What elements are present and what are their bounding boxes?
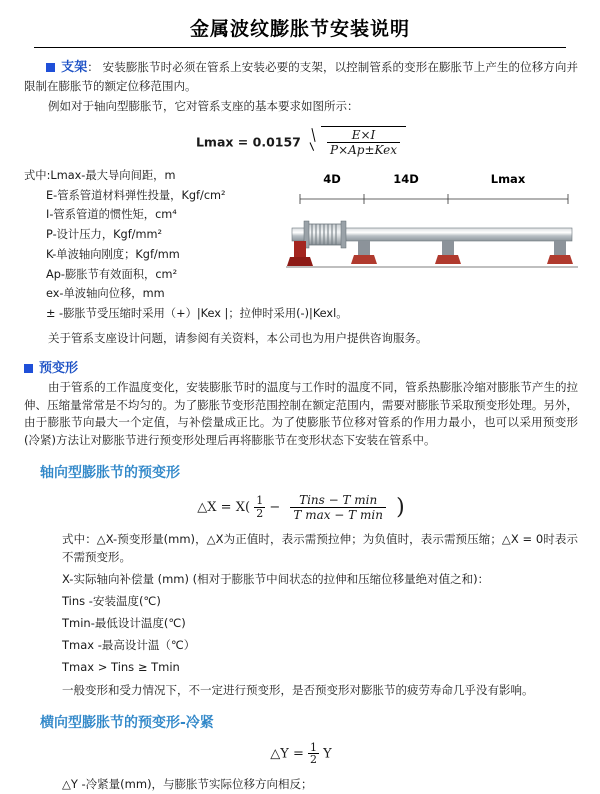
axial-predeform-formula — [24, 492, 578, 523]
document-page — [0, 14, 600, 791]
axial-formula-rhs: ) — [396, 494, 405, 520]
bracket-section-tail-note: 关于管系支座设计问题，请参阅有关资料，本公司也为用户提供咨询服务。 — [48, 330, 428, 345]
piping-support-illustration — [286, 188, 578, 280]
list-item: ± -膨胀节受压缩时采用（+）|Kex |；拉伸时采用(-)|Kexl。 — [46, 307, 348, 321]
bracket-section-intro: 支架： 安装膨胀节时必须在管系上安装必要的支架，以控制管系的变形在膨胀节上产生的位移方向并限制在膨胀节的额定位移范围内。 — [24, 60, 578, 94]
axial-formula-frac-num: Tins − T min — [299, 492, 378, 507]
dimension-4d-label: 4D — [323, 171, 341, 186]
lateral-formula-lhs: △Y = — [270, 746, 304, 762]
blue-square-bullet-icon — [24, 364, 33, 373]
lateral-predeform-heading: 横向型膨胀节的预变形-冷紧 — [40, 714, 214, 731]
list-item: 式中:Lmax-最大导向间距，m — [24, 168, 176, 182]
list-item: Tmin-最低设计温度(℃) — [62, 615, 186, 630]
dimension-lmax-label: Lmax — [490, 171, 526, 186]
dimension-14d-label: 14D — [393, 171, 419, 186]
bracket-section-para1: 安装膨胀节时必须在管系上安装必要的支架，以控制管系的变形在膨胀节上产生的位移方向并限制在膨胀节的额定位移范围内。 — [24, 60, 578, 94]
list-item: E-管系管道材料弹性投量，Kgf/cm² — [46, 188, 226, 202]
axial-formula-frac-den: T max − T min — [290, 507, 386, 523]
support-diagram — [286, 172, 578, 283]
lmax-formula — [24, 126, 578, 158]
list-item: X-实际轴向补偿量 (mm) (相对于膨胀节中间状态的拉伸和压缩位移量绝对值之和)： — [62, 571, 490, 586]
bracket-section-label: 支架 — [61, 60, 88, 75]
title-divider — [34, 47, 566, 48]
legend-and-diagram — [24, 166, 578, 324]
list-item: K-单波轴向刚度；Kgf/mm — [46, 247, 180, 261]
lmax-formula-numerator: E×I — [351, 127, 376, 142]
list-item: P-设计压力，Kgf/mm² — [46, 228, 163, 242]
list-item: Ap-膨胀节有效面积，cm² — [46, 267, 178, 281]
page-title: 金属波纹膨胀节安装说明 — [189, 18, 410, 40]
lateral-formula-rhs: Y — [323, 746, 332, 762]
bracket-section-para2: 例如对于轴向型膨胀节，它对管系支座的基本要求如图所示： — [48, 98, 359, 113]
axial-formula-lhs: △X = X( — [197, 499, 251, 515]
axial-formula-half — [254, 495, 265, 519]
lateral-formula-half-bottom: 2 — [310, 753, 317, 767]
list-item: Tins -安装温度(℃) — [62, 593, 161, 608]
list-item: ex-单波轴向位移，mm — [46, 287, 165, 301]
list-item: Tmax > Tins ≥ Tmin — [62, 660, 180, 675]
axial-predeform-heading: 轴向型膨胀节的预变形 — [40, 464, 180, 481]
lateral-predeform-formula — [24, 742, 578, 766]
axial-formula-explanation: 式中：△X-预变形量(mm)，△X为正值时，表示需预拉伸；为负值时，表示需预压缩；△X = 0时表示不需预变形。 — [62, 531, 578, 564]
predeform-section-label: 预变形 — [39, 360, 79, 376]
predeform-section-header — [24, 357, 578, 376]
axial-section-note: 一般变形和受力情况下，不一定进行预变形，是否预变形对膨胀节的疲劳寿命几乎没有影响。 — [62, 683, 534, 698]
lmax-formula-denominator: P×Ap±Kex — [327, 142, 400, 158]
diagram-dimension-labels — [286, 172, 578, 186]
lateral-formula-half-top: 1 — [310, 740, 317, 754]
blue-square-bullet-icon — [46, 63, 55, 72]
list-item: I-管系管道的惯性矩，cm⁴ — [46, 208, 177, 222]
axial-formula-half-bottom: 2 — [256, 506, 264, 520]
axial-formula-minus: − — [269, 499, 281, 515]
list-item: Tmax -最高设计温（℃） — [62, 637, 196, 652]
document-body — [0, 58, 600, 794]
square-root-icon — [307, 126, 406, 158]
lmax-formula-lead: Lmax = 0.0157 — [195, 134, 301, 150]
predeform-section-para1: 由于管系的工作温度变化，安装膨胀节时的温度与工作时的温度不同，管系热膨胀冷缩对膨胀节产生的拉伸、压缩量常常是不均匀的。为了膨胀节变形范围控制在额定范围内，需要对膨胀节采取预变形处理。另外，由于膨胀节向最大一个定值，与补偿量成正比。为了使膨胀节位移对管系的作用力最小，也可以采用预变形(冷紧)方法让对膨胀节进行预变形处理后再将膨胀节在变形状态下安装在管系中。 — [24, 379, 578, 448]
axial-formula-half-top: 1 — [256, 494, 264, 508]
lateral-formula-explanation: △Y -冷紧量(mm)，与膨胀节实际位移方向相反； — [62, 776, 313, 791]
lateral-formula-half — [308, 742, 319, 766]
